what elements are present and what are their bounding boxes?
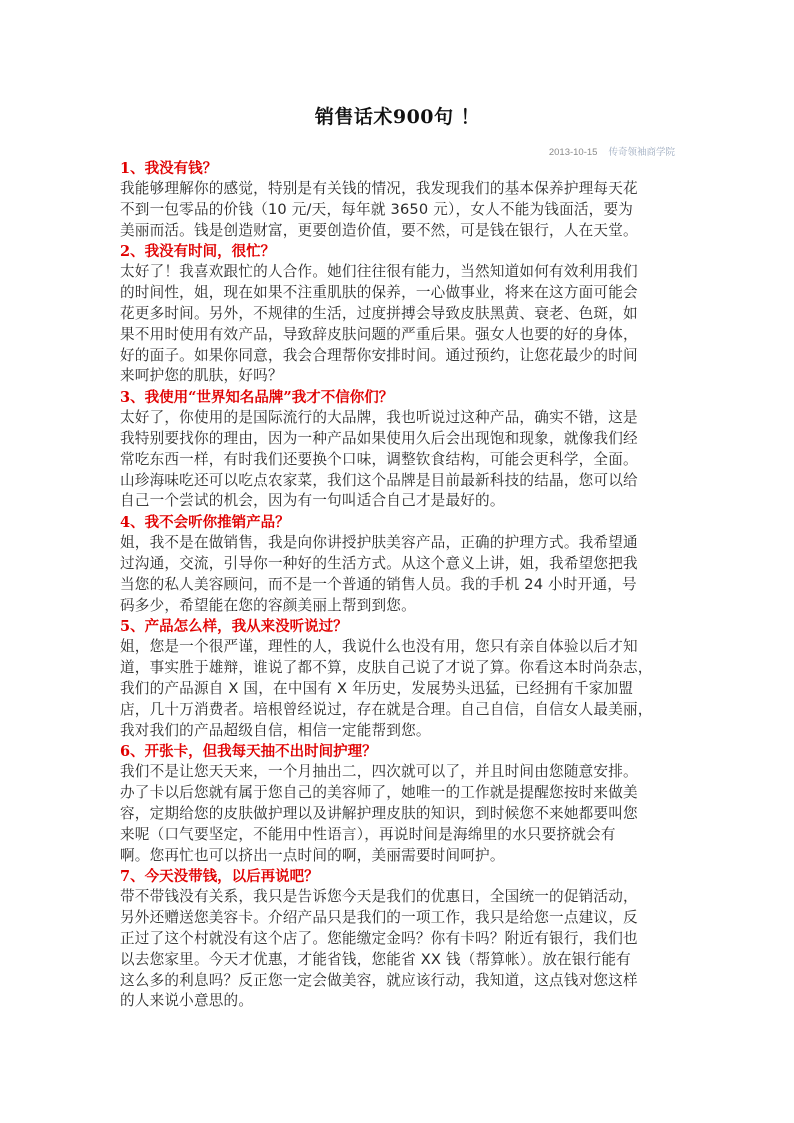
- text-line: 店，几十万消费者。培根曾经说过，存在就是合理。自己自信，自信女人最美丽，: [120, 700, 653, 718]
- document-title: 销售话术900句 ！: [314, 106, 481, 128]
- section-7: [120, 866, 675, 1012]
- text-line: 来呢（口气要坚定，不能用中性语言），再说时间是海绵里的水只要挤就会有: [120, 825, 616, 843]
- section-4: [120, 512, 675, 616]
- text-line: 不到一包零品的价钱（10 元/天，每年就 3650 元），女人不能为钱面活，要为: [120, 200, 634, 218]
- text-line: 太好了！我喜欢跟忙的人合作。她们往往很有能力，当然知道如何有效利用我们: [120, 263, 638, 281]
- section-heading: 1、我没有钱？: [120, 160, 218, 177]
- text-line: 我特别要找你的理由，因为一种产品如果使用久后会出现饱和现象，就像我们经: [120, 429, 638, 447]
- text-line: 我们不是让您天天来，一个月抽出二，四次就可以了，并且时间由您随意安排。: [120, 763, 638, 781]
- text-line: 过沟通，交流，引导你一种好的生活方式。从这个意义上讲，姐，我希望您把我: [120, 554, 638, 572]
- source-name: 传奇领袖商学院: [608, 147, 675, 158]
- text-line: 我们的产品源自 X 国，在中国有 X 年历史，发展势头迅猛，已经拥有千家加盟: [120, 679, 634, 697]
- section-heading: 6、开张卡，但我每天抽不出时间护理？: [120, 743, 377, 761]
- text-line: 另外还赠送您美容卡。介绍产品只是我们的一项工作，我只是给您一点建议，反: [120, 909, 638, 927]
- text-line: 好的面子。如果你同意，我会合理帮你安排时间。通过预约，让您花最少的时间: [120, 346, 638, 364]
- text-line: 我能够理解你的感觉，特别是有关钱的情况，我发现我们的基本保养护理每天花: [120, 180, 638, 197]
- section-3: [120, 387, 675, 512]
- text-line: 带不带钱没有关系，我只是告诉您今天是我们的优惠日，全国统一的促销活动，: [120, 888, 638, 906]
- text-line: 容，定期给您的皮肤做护理以及讲解护理皮肤的知识，到时候您不来她都要叫您: [120, 804, 638, 822]
- text-line: 当您的私人美容顾问，而不是一个普通的销售人员。我的手机 24 小时开通，号: [120, 575, 637, 593]
- text-line: 的时间性，姐，现在如果不注重肌肤的保养，一心做事业，将来在这方面可能会: [120, 284, 638, 302]
- text-line: 常吃东西一样，有时我们还要换个口味，调整钦食结构，可能会更科学，全面。: [120, 450, 638, 468]
- section-heading: 7、今天没带钱，以后再说吧？: [120, 868, 319, 886]
- section-body: [120, 179, 675, 241]
- section-1: [120, 158, 675, 241]
- text-line: 果不用时使用有效产品，导致辞皮肤问题的严重后果。强女人也要的好的身体，: [120, 325, 638, 343]
- text-line: 办了卡以后您就有属于您自己的美容师了，她唯一的工作就是提醒您按时来做美: [120, 784, 638, 802]
- section-body: [120, 762, 675, 866]
- text-line: 正过了这个村就没有这个店了。您能缴定金吗？你有卡吗？附近有银行，我们也: [120, 929, 638, 947]
- text-line: 码多少，希望能在您的容颜美丽上帮到到您。: [120, 596, 416, 614]
- section-2: [120, 241, 675, 387]
- text-line: 的人来说小意思的。: [120, 992, 254, 1010]
- text-line: 姐，您是一个很严谨，理性的人，我说什么也没有用，您只有亲自体验以后才知: [120, 638, 638, 656]
- section-heading: 3、我使用“世界知名品牌”我才不信你们？: [120, 389, 394, 407]
- text-line: 山珍海味吃还可以吃点农家菜，我们这个品牌是目前最新科技的结晶，您可以给: [120, 471, 638, 489]
- document-meta: [549, 144, 675, 158]
- section-6: [120, 741, 675, 866]
- text-line: 花更多时间。另外，不规律的生活，过度拼搏会导致皮肤黑黄、衰老、色斑，如: [120, 304, 638, 322]
- section-heading: 2、我没有时间，很忙？: [120, 243, 276, 261]
- text-line: 这么多的利息吗？反正您一定会做美容，就应该行动，我知道，这点钱对您这样: [120, 971, 638, 989]
- text-line: 道，事实胜于雄辩，谁说了都不算，皮肤自己说了才说了算。你看这本时尚杂志，: [120, 659, 653, 677]
- text-line: 来呵护您的肌肤，好吗？: [120, 367, 283, 385]
- text-line: 姐，我不是在做销售，我是向你讲授护肤美容产品，正确的护理方式。我希望通: [120, 534, 638, 552]
- section-heading: 4、我不会听你推销产品？: [120, 514, 290, 532]
- text-line: 太好了，你使用的是国际流行的大品牌，我也听说过这种产品，确实不错，这是: [120, 409, 638, 427]
- section-5: [120, 616, 675, 741]
- text-line: 啊。您再忙也可以挤出一点时间的啊，美丽需要时间呵护。: [120, 846, 505, 864]
- publish-date: 2013-10-15: [548, 147, 598, 158]
- section-body: [120, 887, 675, 1012]
- section-heading: 5、产品怎么样，我从来没听说过？: [120, 618, 348, 636]
- section-body: [120, 262, 675, 387]
- document-content: [120, 158, 675, 1012]
- section-body: [120, 637, 675, 741]
- text-line: 自己一个尝试的机会，因为有一句叫适合自己才是最好的。: [120, 492, 505, 510]
- text-line: 美丽而活。钱是创造财富，更要创造价值，要不然，可是钱在银行，人在天堂。: [120, 221, 638, 239]
- section-body: [120, 408, 675, 512]
- section-body: [120, 533, 675, 616]
- text-line: 我对我们的产品超级自信，相信一定能帮到您。: [120, 721, 431, 739]
- text-line: 以去您家里。今天才优惠，才能省钱，您能省 XX 钱（帮算帐）。放在银行能有: [120, 950, 631, 968]
